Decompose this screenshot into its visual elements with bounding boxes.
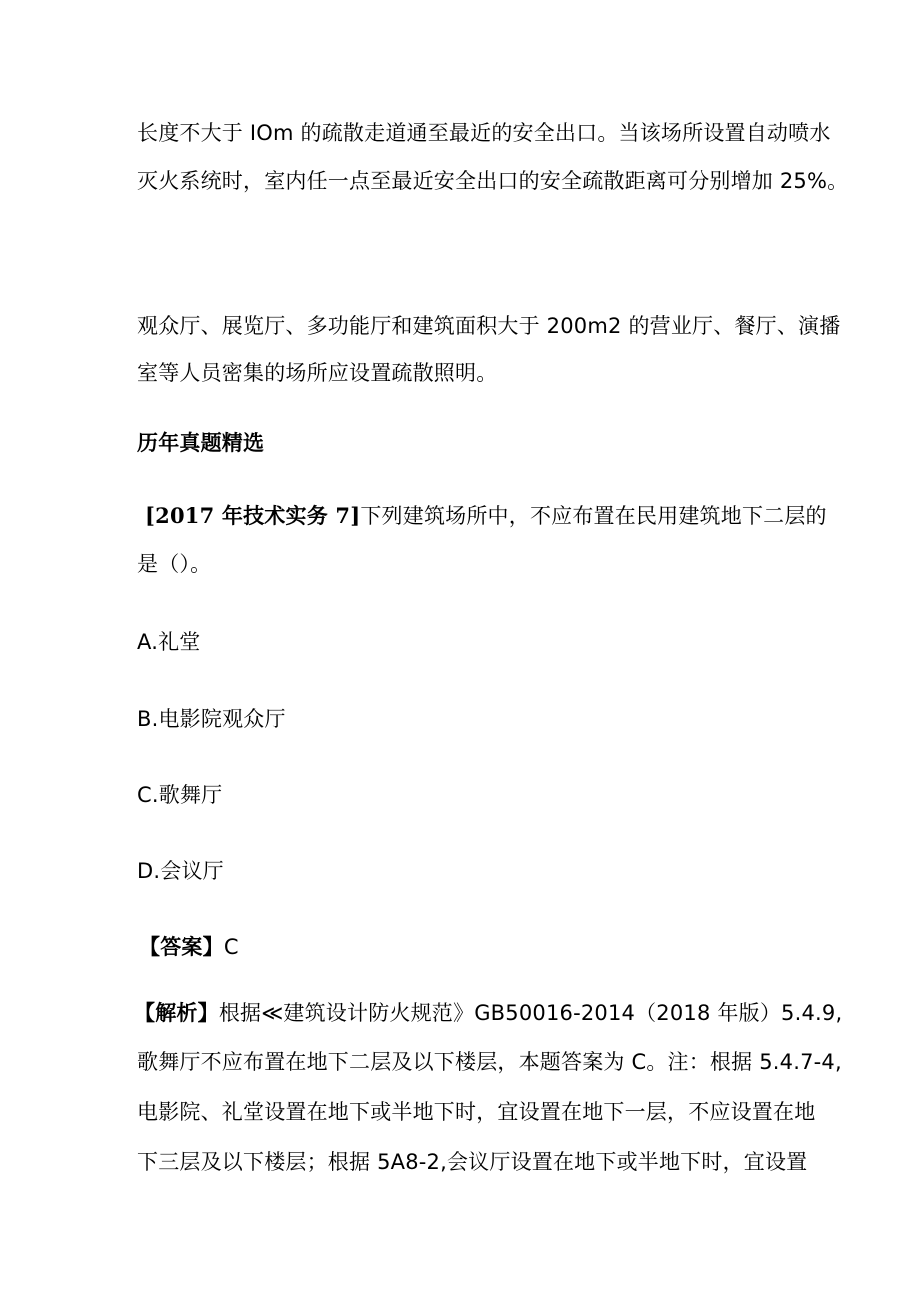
analysis-line1: [134, 998, 842, 1028]
question-source: [2017 年技术实务 7]: [145, 503, 361, 528]
option-b: B.电影院观众厅: [137, 707, 286, 731]
analysis-line2: 歌舞厅不应布置在地下二层及以下楼层，本题答案为 C。注：根据 5.4.7-4,: [137, 1050, 842, 1074]
question-line1: [145, 501, 827, 531]
question-stem-line1: 下列建筑场所中，不应布置在民用建筑地下二层的: [360, 504, 827, 528]
paragraph1-line1: 长度不大于 IOm 的疏散走道通至最近的安全出口。当该场所设置自动喷水: [137, 121, 831, 145]
option-c: C.歌舞厅: [137, 783, 223, 807]
answer-label: 【答案】: [139, 935, 224, 959]
answer-value: C: [223, 935, 239, 959]
analysis-text-line1: 根据≪建筑设计防火规范》GB50016-2014（2018 年版）5.4.9,: [218, 1001, 843, 1025]
analysis-line4: 下三层及以下楼层；根据 5A8-2,会议厅设置在地下或半地下时，宜设置: [137, 1150, 808, 1174]
analysis-label: 【解析】: [134, 1001, 219, 1025]
section-heading: 历年真题精选: [137, 431, 265, 455]
option-d: D.会议厅: [137, 859, 224, 883]
option-a: A.礼堂: [137, 630, 201, 654]
paragraph1-line2: 灭火系统时，室内任一点至最近安全出口的安全疏散距离可分别增加 25%。: [137, 169, 849, 193]
paragraph2-line2: 室等人员密集的场所应设置疏散照明。: [137, 361, 498, 385]
question-stem-line2: 是（）。: [137, 552, 212, 576]
answer-line: [139, 932, 239, 962]
paragraph2-line1: 观众厅、展览厅、多功能厅和建筑面积大于 200m2 的营业厅、餐厅、演播: [137, 314, 841, 338]
analysis-line3: 电影院、礼堂设置在地下或半地下时，宜设置在地下一层，不应设置在地: [137, 1100, 816, 1124]
